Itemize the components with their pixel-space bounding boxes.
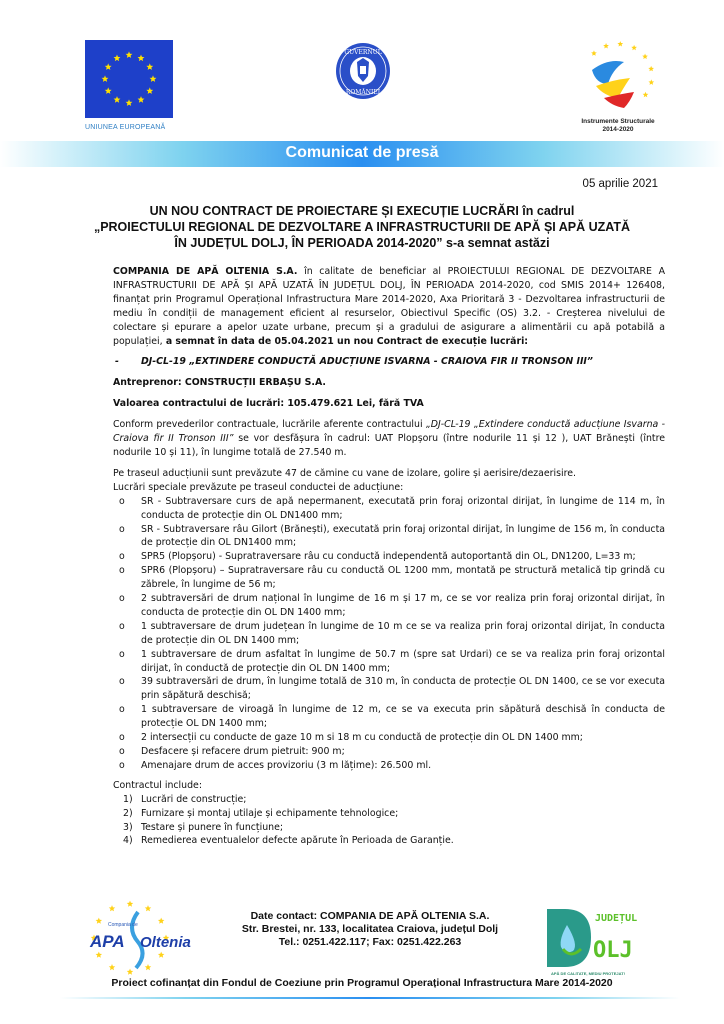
press-release-banner	[0, 141, 724, 167]
special-work-text: SPR6 (Plopșoru) – Supratraversare râu cu conductă OL 1200 mm, montată pe structură metalică tip grindă cu zăbrele, în lungime de 56 m;	[141, 565, 665, 591]
eu-star-icon	[146, 87, 153, 94]
includes-item-text: Furnizare și montaj utilaje și echipamente tehnologice;	[141, 807, 399, 819]
contract-item	[113, 355, 665, 369]
eu-star-icon	[150, 75, 157, 82]
eu-star-icon	[126, 51, 133, 58]
special-work-item	[113, 592, 665, 620]
company-name: COMPANIA DE APĂ OLTENIA S.A.	[113, 266, 298, 277]
contact-line1: Date contact: COMPANIA DE APĂ OLTENIA S.A.	[250, 910, 490, 922]
special-work-item	[113, 745, 665, 759]
headline-line3: ÎN JUDEȚUL DOLJ, ÎN PERIOADA 2014-2020” s-a semnat astăzi	[174, 236, 550, 250]
intro-paragraph	[113, 265, 665, 348]
is-star-icon	[643, 92, 649, 97]
special-works-label: Lucrări speciale prevăzute pe traseul conductei de aducțiune:	[113, 481, 404, 493]
includes-item	[113, 821, 665, 835]
includes-item-number: 4)	[123, 835, 133, 847]
special-work-text: 2 subtraversări de drum național în lungime de 16 m și 17 m, ce se vor realiza prin foraj orizontal dirijat, în conducta de protecție din OL DN 1400 mm;	[141, 593, 665, 618]
details-paragraph	[113, 418, 665, 460]
is-star-icon	[648, 66, 654, 71]
eu-star-icon	[114, 55, 121, 62]
circle-bullet-icon: o	[119, 495, 125, 507]
details-italic: „DJ-CL-19 „Extindere conductă aducțiune Isvarna - Craiova fir II Tronson III”	[113, 419, 665, 445]
special-work-text: 1 subtraversare de drum județean în lungime de 10 m ce se va realiza prin foraj orizontal dirijat, în conducta de protecție din OL DN 1400 mm;	[141, 620, 665, 646]
oltenia-text: Oltenia	[140, 934, 191, 951]
guvernul-romaniei-seal-icon	[335, 42, 391, 100]
contact-line2: Str. Brestei, nr. 133, localitatea Craiova, județul Dolj	[241, 923, 499, 935]
includes-item	[113, 793, 665, 807]
judetul-dolj-logo	[545, 905, 638, 979]
special-work-item	[113, 648, 665, 676]
contractor: Antreprenor: CONSTRUCȚII ERBAȘU S.A.	[113, 377, 326, 389]
is-star-icon	[631, 45, 637, 50]
contact-info	[230, 910, 510, 949]
special-work-item	[113, 523, 665, 551]
eu-logo	[85, 40, 175, 131]
special-work-text: 39 subtraversări de drum, în lungime totală de 310 m, în conducta de protecție OL DN 1400, ce se vor executa prin săpătură deschisă;	[141, 676, 665, 702]
dolj-caption: APĂ DE CALITATE, MEDIU PROTEJAT!	[551, 971, 625, 976]
release-date: 05 aprilie 2021	[582, 178, 658, 190]
is-caption-line2: 2014-2020	[602, 126, 634, 134]
includes-item-text: Testare și punere în funcțiune;	[141, 821, 284, 833]
includes-item	[113, 834, 665, 848]
contract-value-label: Valoarea contractului de lucrări	[113, 398, 281, 410]
dolj-icon	[545, 905, 638, 971]
circle-bullet-icon: o	[119, 704, 125, 716]
special-work-item	[113, 564, 665, 592]
circle-bullet-icon: o	[119, 593, 125, 605]
apa-text: APA	[90, 932, 125, 951]
apa-star-icon	[127, 901, 133, 907]
includes-item-number: 3)	[123, 821, 133, 833]
apa-star-icon	[158, 952, 164, 958]
is-caption-line1: Instrumente Structurale	[581, 118, 655, 125]
contact-line3: Tel.: 0251.422.117; Fax: 0251.422.263	[278, 936, 462, 948]
seal-text-top: GUVERNUL	[344, 49, 382, 56]
apa-star-icon	[145, 905, 151, 911]
intro-text: în calitate de beneficiar al PROIECTULUI REGIONAL DE DEZVOLTARE A INFRASTRUCTURII DE APĂ ȘI APĂ UZATĂ ÎN JUDEȚUL DOLJ, ÎN PERIOADA 2014-2020, cod SMIS 2014+ 126408, finanțat prin Programul Operațional Infrastructura Mare 2014-2020, Axa Prioritară 3 - Dezvoltarea infrastructurii de mediu în condiții de management eficient al resurselor, Obiectivul Specific (OS) 3.2. - Creșterea nivelului de colectare și epurare a apelor uzate urbane, precum și a gradului de asigurare a alimentării cu apă potabilă a populației,	[113, 266, 665, 347]
dash-bullet: -	[115, 356, 119, 368]
special-work-item	[113, 759, 665, 773]
is-star-icon	[642, 54, 648, 59]
headline-line1: UN NOU CONTRACT DE PROIECTARE ȘI EXECUȚIE LUCRĂRI în cadrul	[149, 204, 575, 218]
includes-item-text: Lucrări de construcție;	[141, 793, 247, 805]
includes-item-number: 1)	[123, 793, 133, 805]
special-work-text: SR - Subtraversare râu Gilort (Brănești), executată prin foraj orizontal dirijat, în lungime de 156 m, în conducta de protecție din OL DN1400 mm;	[141, 523, 665, 549]
details-start: Conform prevederilor contractuale, lucrările aferente contractului	[113, 419, 426, 431]
is-star-icon	[591, 50, 597, 55]
details-end: se vor desfășura în cadrul: UAT Plopșoru (între nodurile 11 și 12 ), UAT Brănești (între nodurile 10 și 11), în lungime totală de 27.540 m.	[113, 433, 665, 458]
apa-star-icon	[96, 918, 102, 924]
eu-star-icon	[138, 55, 145, 62]
banner-title: Comunicat de presă	[285, 144, 439, 161]
eu-star-icon	[105, 63, 112, 70]
is-star-icon	[617, 41, 623, 46]
headline	[60, 203, 664, 251]
instrumente-structurale-logo	[578, 40, 658, 134]
includes-item-text: Remedierea eventualelor defecte apărute în Perioada de Garanție.	[141, 835, 454, 847]
apa-star-icon	[109, 905, 115, 911]
circle-bullet-icon: o	[119, 732, 125, 744]
eu-flag-icon	[85, 40, 173, 118]
circle-bullet-icon: o	[119, 620, 125, 632]
circle-bullet-icon: o	[119, 746, 125, 757]
special-work-item	[113, 675, 665, 703]
apa-star-icon	[96, 952, 102, 958]
special-work-text: 1 subtraversare de viroagă în lungime de 12 m, ce se va executa prin săpătură deschisă în conducta de protecție OL DN 1400 mm;	[141, 704, 665, 730]
circle-bullet-icon: o	[119, 759, 125, 771]
eu-star-icon	[102, 75, 109, 82]
headline-line2: „PROIECTULUI REGIONAL DE DEZVOLTARE A INFRASTRUCTURII DE APĂ ȘI APĂ UZATĂ	[93, 220, 631, 234]
special-work-text: Amenajare drum de acces provizoriu (3 m lățime): 26.500 ml.	[141, 759, 432, 771]
special-work-text: 1 subtraversare de drum asfaltat în lungime de 50.7 m (spre sat Urdari) ce se va realiza prin foraj orizontal dirijat, în conductă de protecție din OL DN 1400 mm;	[141, 648, 665, 674]
special-work-text: SR - Subtraversare curs de apă nepermanent, executată prin foraj orizontal dirijat, în lungime de 114 m, în conducta de protecție din OL DN1400 mm;	[141, 495, 665, 521]
is-star-icon	[603, 43, 609, 48]
special-work-item	[113, 703, 665, 731]
special-works-list	[113, 495, 665, 773]
apa-star-icon	[109, 964, 115, 970]
eu-star-icon	[114, 96, 121, 103]
special-work-text: Desfacere și refacere drum pietruit: 900 m;	[141, 746, 345, 757]
eu-star-icon	[126, 99, 133, 106]
eu-star-icon	[138, 96, 145, 103]
compania-apa-oltenia-logo	[86, 898, 196, 980]
special-work-text: SPR5 (Plopșoru) - Supratraversare râu cu conductă independentă autoportantă din OL, DN1200, L=33 m;	[141, 551, 636, 563]
press-release-body	[113, 265, 665, 848]
footer-divider	[60, 997, 680, 999]
circle-bullet-icon: o	[119, 551, 125, 563]
seal-text-bottom: ROMÂNIEI	[345, 89, 381, 96]
eu-star-icon	[105, 87, 112, 94]
includes-label: Contractul include:	[113, 779, 202, 791]
contract-value	[113, 397, 665, 411]
is-caption	[578, 118, 658, 134]
signed-text: a semnat în data de 05.04.2021 un nou Contract de execuție lucrări:	[162, 335, 529, 347]
special-work-text: 2 intersecții cu conducte de gaze 10 m si 18 m cu conductă de protecție din OL DN 1400 mm;	[141, 732, 583, 744]
circle-bullet-icon: o	[119, 676, 125, 688]
circle-bullet-icon: o	[119, 565, 125, 577]
apa-small-text: Compania de	[108, 922, 138, 928]
apa-oltenia-icon	[86, 898, 196, 980]
includes-item	[113, 807, 665, 821]
apa-star-icon	[145, 964, 151, 970]
is-star-icon	[648, 79, 654, 84]
special-work-item	[113, 620, 665, 648]
dolj-main-text: OLJ	[593, 938, 633, 963]
apa-star-icon	[158, 918, 164, 924]
special-work-item	[113, 495, 665, 523]
contract-value-amount: : 105.479.621 Lei, fără TVA	[280, 398, 424, 410]
cofinancing-note: Proiect cofinanțat din Fondul de Coeziune prin Programul Operațional Infrastructura Mare 2014-2020	[111, 977, 613, 989]
circle-bullet-icon: o	[119, 523, 125, 535]
circle-bullet-icon: o	[119, 648, 125, 660]
apa-star-icon	[127, 969, 133, 975]
instrumente-structurale-icon	[578, 40, 658, 112]
includes-list	[113, 793, 665, 849]
eu-caption: UNIUNEA EUROPEANĂ	[85, 124, 166, 131]
chambers-paragraph: Pe traseul aducțiunii sunt prevăzute 47 de cămine cu vane de izolare, golire și aerisire/dezaerisire.	[113, 467, 577, 479]
dolj-top-text: JUDEȚUL	[595, 913, 638, 924]
includes-item-number: 2)	[123, 807, 133, 819]
special-work-item	[113, 550, 665, 564]
special-work-item	[113, 731, 665, 745]
eu-star-icon	[146, 63, 153, 70]
contract-title: DJ-CL-19 „EXTINDERE CONDUCTĂ ADUCȚIUNE ISVARNA - CRAIOVA FIR II TRONSON III”	[141, 356, 593, 368]
